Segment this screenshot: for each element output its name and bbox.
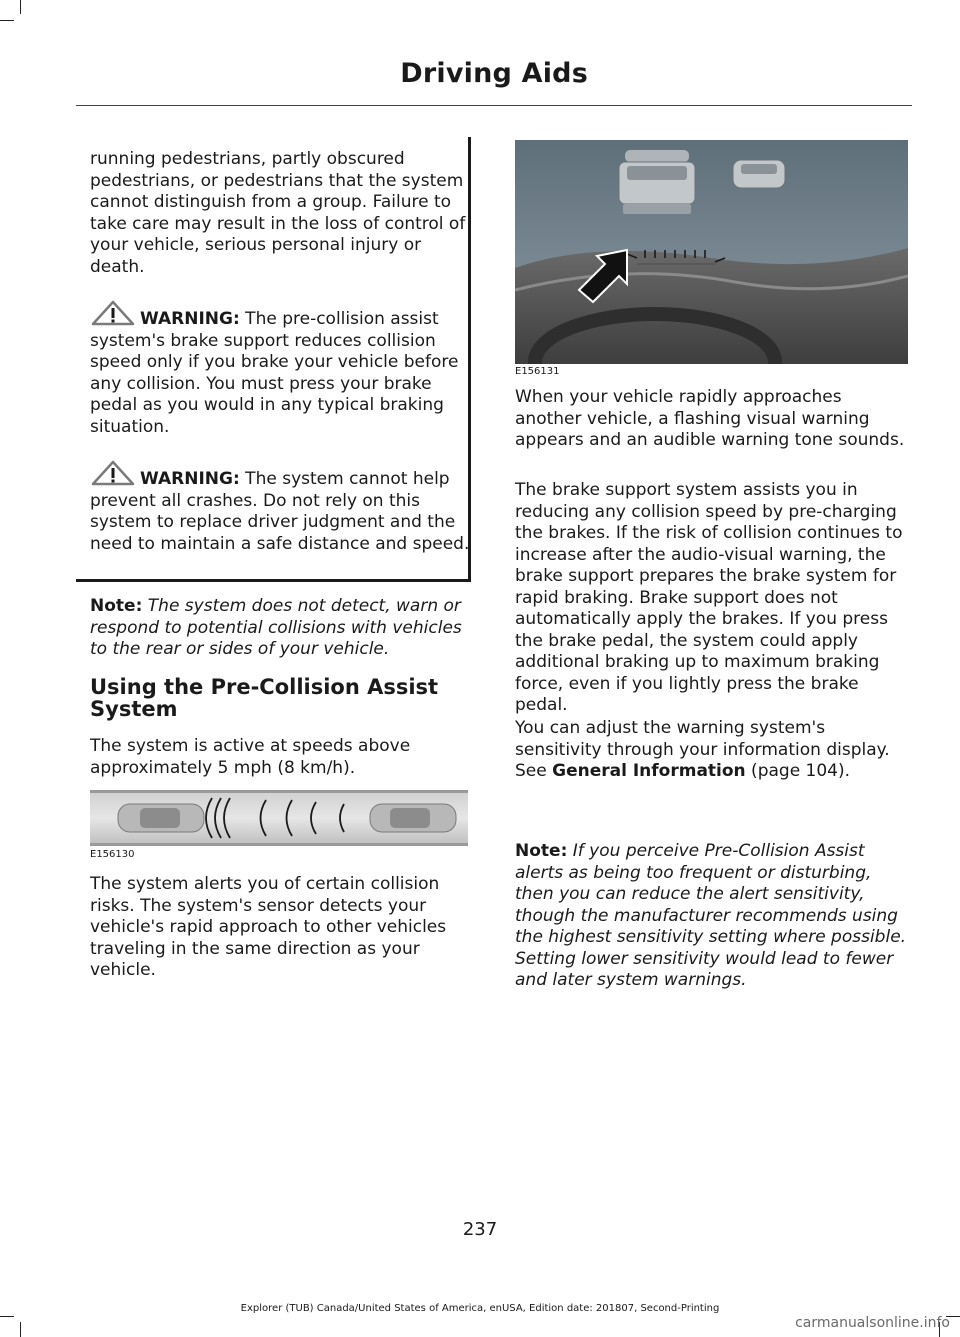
note-label: Note: (90, 596, 143, 616)
crop-mark (0, 1316, 14, 1317)
front-car (370, 804, 456, 832)
note-text: The system does not detect, warn or respond to potential collisions with vehicles to the rear or sides of your vehicle. (90, 596, 462, 659)
warning-continued-text: running pedestrians, partly obscured pedestrians, or pedestrians that the system cannot distinguish from a group. Failure to take care may result in the loss of control of your vehicle, serious personal injury or death. (90, 149, 466, 277)
cross-reference-link[interactable]: General Information (552, 761, 746, 781)
header-divider (76, 105, 912, 106)
page-number: 237 (462, 1219, 498, 1240)
crop-mark (20, 1322, 21, 1337)
warning-triangle-icon (90, 460, 136, 486)
adjust-page-ref: (page 104). (745, 761, 851, 781)
para-adjust-sensitivity (515, 718, 910, 783)
note-label: Note: (515, 841, 568, 861)
watermark: carmanualsonline.info (795, 1315, 950, 1331)
warning-label: WARNING: (140, 309, 240, 329)
warning-triangle-icon (90, 300, 136, 326)
adjust-text: You can adjust the warning system's sensitivity through your information display. See (515, 718, 890, 781)
figure-code: E156130 (90, 849, 135, 860)
note-rear-sides (90, 596, 475, 661)
para-brake-support: The brake support system assists you in reducing any collision speed by pre-charging the brakes. If the risk of collision continues to increase after the audio-visual warning, the brake support prepares the brake system for rapid braking. Brake support does not automatically apply the brakes. If you press the brake pedal, the system could apply additional braking up to maximum braking force, even if you lightly press the brake pedal. (515, 480, 903, 715)
warning-text: The pre-collision assist system's brake support reduces collision speed only if you brake your vehicle before any collision. You must press your brake pedal as you would in any typical braking situation. (90, 309, 459, 437)
note-sensitivity (515, 841, 910, 992)
para-active-speed: The system is active at speeds above approximately 5 mph (8 km/h). (90, 736, 411, 778)
distant-car (733, 160, 785, 188)
warning-label: WARNING: (140, 469, 240, 489)
note-text: If you perceive Pre-Collision Assist alerts as being too frequent or disturbing, then you can reduce the alert sensitivity, though the manufacturer recommends using the highest sensitivity setting where possible. Setting lower sensitivity would lead to fewer and later system warnings. (515, 841, 907, 990)
warning-brake-support (90, 300, 470, 438)
dashboard-warning-illustration (515, 140, 908, 364)
footer-edition: Explorer (TUB) Canada/United States of America, enUSA, Edition date: 201807, Second-Printing (240, 1303, 720, 1314)
warning-box (76, 137, 471, 582)
warning-not-all-crashes (90, 460, 470, 555)
para-rapid-approach: When your vehicle rapidly approaches another vehicle, a flashing visual warning appears and an audible warning tone sounds. (515, 387, 905, 450)
rear-car (118, 804, 204, 832)
lead-car (619, 150, 695, 214)
sensor-range-illustration (90, 790, 468, 846)
figure-code: E156131 (515, 366, 560, 377)
warning-text: The system cannot help prevent all crashes. Do not rely on this system to replace driver judgment and the need to maintain a safe distance and speed. (90, 469, 470, 554)
crop-mark (20, 0, 21, 14)
page-title: Driving Aids (400, 58, 588, 89)
crop-mark (0, 20, 14, 21)
para-alerts: The system alerts you of certain collision risks. The system's sensor detects your vehicle's rapid approach to other vehicles traveling in the same direction as your vehicle. (90, 874, 447, 980)
section-heading: Using the Pre-Collision Assist System (90, 675, 439, 721)
